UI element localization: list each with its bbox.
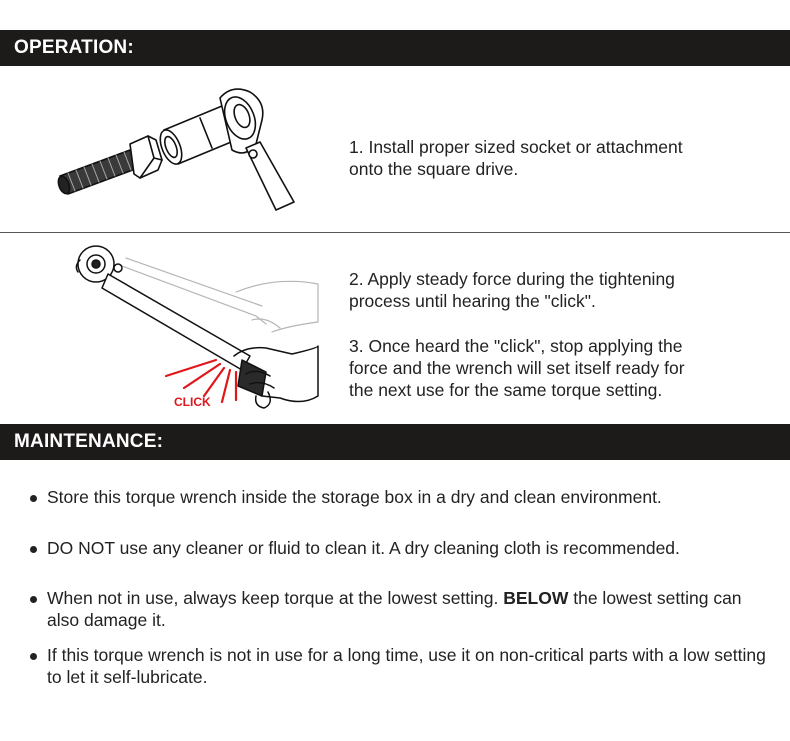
list-item (30, 486, 775, 508)
step-1-text: 1. Install proper sized socket or attachment onto the square drive. (349, 137, 683, 179)
list-item (30, 537, 775, 559)
emphasis-below: BELOW (503, 588, 569, 608)
operation-heading: OPERATION: (0, 30, 790, 66)
bolt-icon (56, 136, 162, 195)
section-divider (0, 232, 790, 233)
maintenance-heading: MAINTENANCE: (0, 424, 790, 460)
ghost-arm-icon (122, 258, 318, 332)
step-3-text: 3. Once heard the "click", stop applying the force and the wrench will set itself ready for the next use for the same torque setting. (349, 336, 685, 400)
list-item-text-post: the lowest setting can also damage it. (47, 588, 742, 630)
maintenance-list (30, 486, 775, 688)
bolt-socket-illustration (50, 78, 300, 218)
torque-wrench-click-illustration (66, 236, 326, 416)
list-item (30, 644, 775, 688)
list-item-text: If this torque wrench is not in use for a long time, use it on non-critical parts with a low setting to let it self-lubricate. (47, 645, 766, 687)
list-item (30, 587, 775, 631)
list-item-text: Store this torque wrench inside the storage box in a dry and clean environment. (47, 487, 662, 507)
wrench-head-icon (219, 89, 294, 210)
step-2-text: 2. Apply steady force during the tightening process until hearing the "click". (349, 269, 675, 311)
list-item-text: DO NOT use any cleaner or fluid to clean it. A dry cleaning cloth is recommended. (47, 538, 680, 558)
list-item-text-pre: When not in use, always keep torque at the lowest setting. (47, 588, 504, 608)
click-label: CLICK (174, 395, 211, 409)
